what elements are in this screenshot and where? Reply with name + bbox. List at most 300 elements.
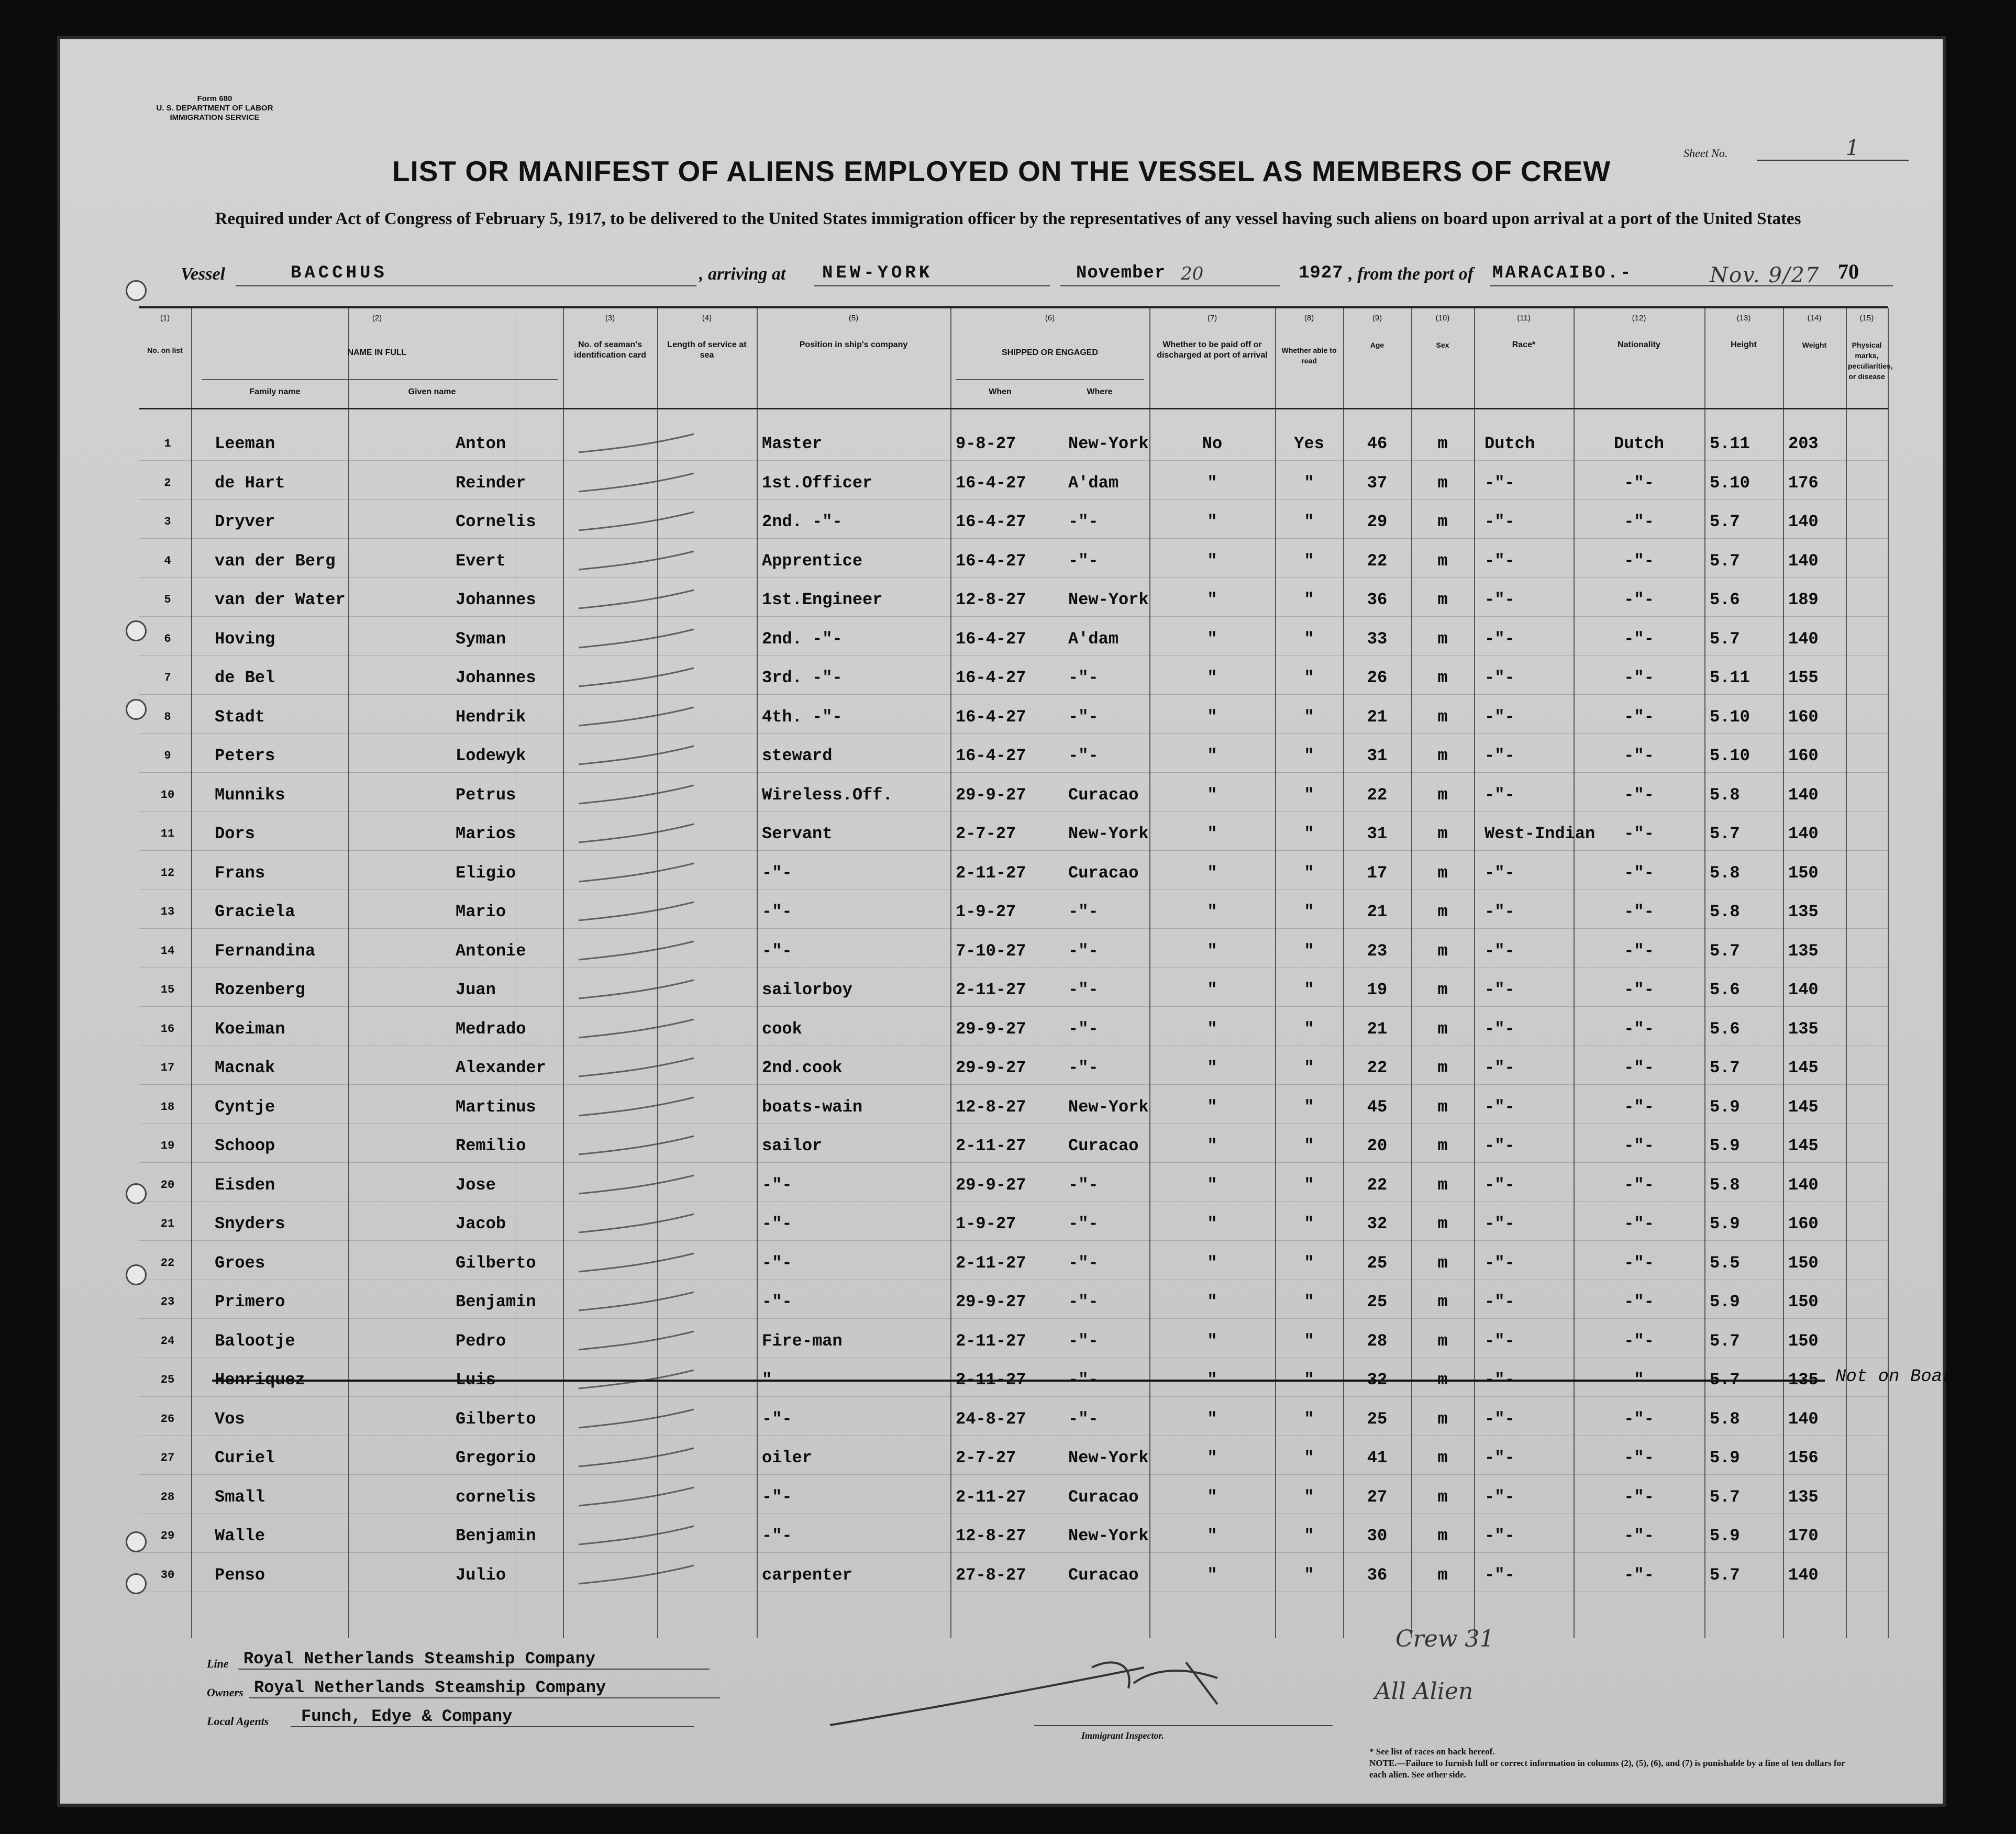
weight: 135: [1788, 902, 1819, 921]
row-number: 14: [160, 944, 175, 958]
shipped-when: 29-9-27: [956, 1175, 1026, 1195]
id-card-check-mark: [573, 624, 751, 655]
able-to-read: ": [1304, 1526, 1314, 1546]
position: oiler: [762, 1448, 813, 1468]
race: -"-: [1485, 590, 1515, 609]
age: 19: [1367, 980, 1388, 999]
given-name: Remilio: [456, 1136, 526, 1155]
able-to-read: ": [1304, 629, 1314, 649]
arriving-port: NEW-YORK: [822, 263, 933, 283]
age: 26: [1367, 668, 1388, 687]
row-rule: [139, 655, 1888, 656]
sex: m: [1437, 1136, 1448, 1155]
id-card-check-mark: [573, 780, 751, 812]
row-number: 3: [164, 515, 171, 528]
family-name: Balootje: [215, 1331, 295, 1351]
height: 5.9: [1710, 1214, 1740, 1233]
able-to-read: ": [1304, 551, 1314, 571]
header-whether-to-be-paid-off-or-discharged-at-port-of-arrival: Whether to be paid off or discharged at port of arrival: [1157, 340, 1268, 360]
paid-off: ": [1207, 1487, 1217, 1507]
id-card-check-mark: [573, 1443, 751, 1474]
id-card-check-mark: [573, 468, 751, 499]
shipped-where: New-York: [1068, 1097, 1149, 1117]
height: 5.7: [1710, 629, 1740, 649]
shipped-when: 1-9-27: [956, 902, 1016, 921]
age: 20: [1367, 1136, 1388, 1155]
able-to-read: ": [1304, 863, 1314, 883]
column-divider: [1149, 308, 1150, 1638]
height: 5.7: [1710, 1331, 1740, 1351]
given-name: Antonie: [456, 941, 526, 961]
inspector-signature: [819, 1647, 1249, 1741]
id-card-check-mark: [573, 1092, 751, 1124]
column-number-c6: (6): [1045, 314, 1055, 323]
age: 45: [1367, 1097, 1388, 1117]
able-to-read: ": [1304, 512, 1314, 531]
race: -"-: [1485, 1058, 1515, 1077]
race: -"-: [1485, 1253, 1515, 1273]
shipped-where: -"-: [1068, 1058, 1099, 1077]
age: 46: [1367, 434, 1388, 453]
family-name: van der Water: [215, 590, 346, 609]
column-divider: [1411, 308, 1412, 1638]
shipped-where: Curacao: [1068, 863, 1139, 883]
able-to-read: ": [1304, 1019, 1314, 1039]
column-number-c5: (5): [848, 314, 859, 323]
sex: m: [1437, 1526, 1448, 1546]
shipped-header-underline: [956, 379, 1144, 380]
paid-off: ": [1207, 473, 1217, 493]
able-to-read: ": [1304, 1292, 1314, 1311]
shipped-where: A'dam: [1068, 473, 1119, 493]
height: 5.7: [1710, 1058, 1740, 1077]
row-number: 6: [164, 632, 171, 646]
column-divider: [1704, 308, 1705, 1638]
weight: 145: [1788, 1058, 1819, 1077]
form-department: U. S. DEPARTMENT OF LABOR: [156, 104, 273, 113]
paid-off: ": [1207, 1214, 1217, 1233]
manifest-sheet: [60, 39, 1964, 1804]
sex: m: [1437, 473, 1448, 493]
age: 21: [1367, 902, 1388, 921]
shipped-where: New-York: [1068, 590, 1149, 609]
position: -"-: [762, 902, 792, 921]
header-age: Age: [1370, 341, 1384, 349]
position: 3rd. -"-: [762, 668, 843, 687]
weight: 170: [1788, 1526, 1819, 1546]
arrival-day: 20: [1181, 263, 1204, 284]
position: -"-: [762, 1253, 792, 1273]
nationality: -"-: [1624, 1214, 1654, 1233]
height: 5.9: [1710, 1448, 1740, 1468]
row-number: 18: [160, 1100, 175, 1114]
shipped-when: 29-9-27: [956, 1058, 1026, 1077]
agents-label: Local Agents: [207, 1715, 269, 1728]
id-card-check-mark: [573, 663, 751, 694]
row-rule: [139, 460, 1888, 461]
paid-off: ": [1207, 1370, 1217, 1390]
position: Fire-man: [762, 1331, 843, 1351]
nationality: -"-: [1624, 1565, 1654, 1585]
row-rule: [139, 1084, 1888, 1085]
able-to-read: ": [1304, 1331, 1314, 1351]
position: -"-: [762, 1526, 792, 1546]
age: 22: [1367, 1058, 1388, 1077]
row-rule: [139, 733, 1888, 734]
row-number: 10: [160, 788, 175, 802]
sex: m: [1437, 824, 1448, 843]
paid-off: ": [1207, 1409, 1217, 1429]
nationality: -"-: [1624, 1292, 1654, 1311]
column-divider: [757, 308, 758, 1638]
row-number: 27: [160, 1451, 175, 1464]
paid-off: ": [1207, 668, 1217, 687]
position: -"-: [762, 1214, 792, 1233]
shipped-where: -"-: [1068, 1019, 1099, 1039]
shipped-when: 16-4-27: [956, 746, 1026, 765]
id-card-check-mark: [573, 897, 751, 928]
position: 4th. -"-: [762, 707, 843, 727]
shipped-where: New-York: [1068, 434, 1149, 453]
paid-off: ": [1207, 1253, 1217, 1273]
able-to-read: ": [1304, 1058, 1314, 1077]
header-whether-able-to-read: Whether able to read: [1281, 346, 1337, 365]
paid-off: ": [1207, 590, 1217, 609]
nationality: -"-: [1624, 668, 1654, 687]
shipped-where: -"-: [1068, 707, 1099, 727]
weight: 140: [1788, 551, 1819, 571]
race: -"-: [1485, 1448, 1515, 1468]
height: 5.10: [1710, 473, 1750, 493]
given-name: Hendrik: [456, 707, 526, 727]
paid-off: ": [1207, 1175, 1217, 1195]
sex: m: [1437, 512, 1448, 531]
agents-value: Funch, Edye & Company: [301, 1707, 513, 1726]
row-number: 5: [164, 593, 171, 606]
given-name: cornelis: [456, 1487, 536, 1507]
position: boats-wain: [762, 1097, 863, 1117]
family-name: Primero: [215, 1292, 285, 1311]
shipped-where: -"-: [1068, 941, 1099, 961]
family-name: Koeiman: [215, 1019, 285, 1039]
header-height: Height: [1731, 340, 1757, 349]
shipped-where-header: Where: [1087, 387, 1113, 396]
given-name: Luis: [456, 1370, 496, 1390]
able-to-read: ": [1304, 941, 1314, 961]
family-name: Groes: [215, 1253, 265, 1273]
age: 23: [1367, 941, 1388, 961]
shipped-when: 2-11-27: [956, 1487, 1026, 1507]
row-rule: [139, 772, 1888, 773]
inspector-label: Immigrant Inspector.: [1081, 1730, 1165, 1741]
height: 5.7: [1710, 512, 1740, 531]
weight: 145: [1788, 1097, 1819, 1117]
nationality: -"-: [1624, 902, 1654, 921]
date-underline: [1060, 285, 1280, 286]
age: 22: [1367, 785, 1388, 805]
race: -"-: [1485, 1214, 1515, 1233]
sex: m: [1437, 1214, 1448, 1233]
shipped-where: New-York: [1068, 824, 1149, 843]
column-divider: [1888, 308, 1889, 1638]
shipped-where: New-York: [1068, 1448, 1149, 1468]
id-card-check-mark: [573, 1404, 751, 1436]
race: -"-: [1485, 1019, 1515, 1039]
race-note: * See list of races on back hereof.: [1369, 1747, 1495, 1757]
height: 5.11: [1710, 668, 1750, 687]
height: 5.7: [1710, 824, 1740, 843]
nationality: -"-: [1624, 473, 1654, 493]
strikethrough-line: [212, 1380, 1825, 1382]
page-title: LIST OR MANIFEST OF ALIENS EMPLOYED ON THE VESSEL AS MEMBERS OF CREW: [392, 155, 1611, 187]
nationality: -"-: [1624, 1487, 1654, 1507]
given-name: Gregorio: [456, 1448, 536, 1468]
nationality: -"-: [1624, 551, 1654, 571]
position: Servant: [762, 824, 833, 843]
age: 33: [1367, 629, 1388, 649]
shipped-where: Curacao: [1068, 785, 1139, 805]
position: -"-: [762, 1487, 792, 1507]
shipped-where: -"-: [1068, 668, 1099, 687]
race: -"-: [1485, 863, 1515, 883]
shipped-where: -"-: [1068, 1292, 1099, 1311]
punch-hole: [126, 1264, 147, 1285]
race: -"-: [1485, 1565, 1515, 1585]
row-number: 2: [164, 476, 171, 490]
id-card-check-mark: [573, 1170, 751, 1202]
header-length-of-service-at-sea: Length of service at sea: [667, 340, 747, 360]
race: -"-: [1485, 629, 1515, 649]
family-name: Graciela: [215, 902, 295, 921]
row-rule: [139, 1396, 1888, 1397]
arrival-year: 1927: [1299, 263, 1344, 283]
nationality: ": [1634, 1370, 1644, 1390]
family-name: Rozenberg: [215, 980, 305, 999]
nationality: -"-: [1624, 1136, 1654, 1155]
remark-not-on-board: Not on Board: [1835, 1367, 1964, 1387]
race: West-Indian: [1485, 824, 1596, 843]
header-physical-marks-peculiarities-or-disease: Physical marks, peculiarities, or disease: [1848, 341, 1893, 381]
handwritten-all-alien: All Alien: [1375, 1678, 1474, 1705]
nationality: -"-: [1624, 785, 1654, 805]
nationality: -"-: [1624, 1331, 1654, 1351]
column-number-c10: (10): [1435, 314, 1450, 323]
nationality: -"-: [1624, 746, 1654, 765]
given-name: Evert: [456, 551, 506, 571]
able-to-read: ": [1304, 1136, 1314, 1155]
line-value: Royal Netherlands Steamship Company: [243, 1649, 596, 1669]
weight: 140: [1788, 1565, 1819, 1585]
row-number: 15: [160, 983, 175, 996]
weight: 150: [1788, 863, 1819, 883]
race: Dutch: [1485, 434, 1535, 453]
given-name: Lodewyk: [456, 746, 526, 765]
able-to-read: ": [1304, 785, 1314, 805]
able-to-read: ": [1304, 1487, 1314, 1507]
arrival-month: November: [1076, 263, 1166, 283]
shipped-where: A'dam: [1068, 629, 1119, 649]
nationality: -"-: [1624, 1253, 1654, 1273]
vessel-line: [139, 264, 1893, 296]
shipped-engaged-header: SHIPPED OR ENGAGED: [1001, 348, 1099, 357]
sex: m: [1437, 1370, 1448, 1390]
owners-value: Royal Netherlands Steamship Company: [254, 1678, 606, 1697]
row-rule: [139, 538, 1888, 539]
punch-hole: [126, 620, 147, 641]
race: -"-: [1485, 1175, 1515, 1195]
height: 5.10: [1710, 707, 1750, 727]
owners-label: Owners: [207, 1686, 243, 1699]
nationality: -"-: [1624, 1448, 1654, 1468]
given-name: Pedro: [456, 1331, 506, 1351]
given-name: Gilberto: [456, 1253, 536, 1273]
position: sailorboy: [762, 980, 852, 999]
race: -"-: [1485, 746, 1515, 765]
weight: 135: [1788, 1370, 1819, 1390]
sex: m: [1437, 746, 1448, 765]
given-name: Julio: [456, 1565, 506, 1585]
paid-off: ": [1207, 1565, 1217, 1585]
able-to-read: ": [1304, 980, 1314, 999]
column-divider: [1474, 308, 1475, 1638]
sex: m: [1437, 590, 1448, 609]
punch-hole: [126, 1573, 147, 1594]
id-card-check-mark: [573, 1560, 751, 1592]
able-to-read: ": [1304, 1370, 1314, 1390]
nationality: -"-: [1624, 629, 1654, 649]
row-rule: [139, 1162, 1888, 1163]
shipped-where: -"-: [1068, 746, 1099, 765]
id-card-check-mark: [573, 585, 751, 616]
height: 5.7: [1710, 1487, 1740, 1507]
height: 5.6: [1710, 980, 1740, 999]
position: 2nd.cook: [762, 1058, 843, 1077]
nationality: -"-: [1624, 707, 1654, 727]
punch-hole: [126, 280, 147, 301]
height: 5.5: [1710, 1253, 1740, 1273]
able-to-read: ": [1304, 707, 1314, 727]
shipped-when: 16-4-27: [956, 707, 1026, 727]
given-name-header: Given name: [408, 387, 456, 396]
nationality: -"-: [1624, 941, 1654, 961]
id-card-check-mark: [573, 507, 751, 538]
id-card-check-mark: [573, 1326, 751, 1358]
shipped-when: 29-9-27: [956, 1019, 1026, 1039]
name-header-underline: [202, 379, 558, 380]
position: carpenter: [762, 1565, 852, 1585]
punch-hole: [126, 699, 147, 720]
sex: m: [1437, 1409, 1448, 1429]
row-number: 1: [164, 437, 171, 450]
paid-off: ": [1207, 824, 1217, 843]
column-divider: [1783, 308, 1784, 1638]
shipped-where: -"-: [1068, 1253, 1099, 1273]
given-name: Cornelis: [456, 512, 536, 531]
weight: 150: [1788, 1292, 1819, 1311]
paid-off: ": [1207, 1019, 1217, 1039]
nationality: -"-: [1624, 824, 1654, 843]
position: -"-: [762, 863, 792, 883]
shipped-where: -"-: [1068, 1409, 1099, 1429]
given-name: Medrado: [456, 1019, 526, 1039]
id-card-check-mark: [573, 1014, 751, 1046]
able-to-read: ": [1304, 902, 1314, 921]
family-name-header: Family name: [249, 387, 301, 396]
line-label: Line: [207, 1657, 229, 1670]
age: 36: [1367, 590, 1388, 609]
able-to-read: ": [1304, 1097, 1314, 1117]
nationality: -"-: [1624, 512, 1654, 531]
row-number: 30: [160, 1568, 175, 1582]
given-name: Mario: [456, 902, 506, 921]
height: 5.8: [1710, 863, 1740, 883]
age: 25: [1367, 1292, 1388, 1311]
shipped-when: 29-9-27: [956, 785, 1026, 805]
column-number-c8: (8): [1304, 314, 1314, 323]
row-rule: [139, 694, 1888, 695]
given-name: Marios: [456, 824, 516, 843]
row-number: 4: [164, 554, 171, 568]
able-to-read: ": [1304, 1214, 1314, 1233]
sex: m: [1437, 707, 1448, 727]
shipped-when: 12-8-27: [956, 1526, 1026, 1546]
height: 5.11: [1710, 434, 1750, 453]
race: -"-: [1485, 512, 1515, 531]
position: -"-: [762, 1292, 792, 1311]
shipped-where: -"-: [1068, 1370, 1099, 1390]
shipped-when: 16-4-27: [956, 473, 1026, 493]
row-number: 9: [164, 749, 171, 762]
weight: 140: [1788, 824, 1819, 843]
row-number: 28: [160, 1490, 175, 1504]
family-name: Walle: [215, 1526, 265, 1546]
given-name: Johannes: [456, 590, 536, 609]
row-number: 13: [160, 905, 175, 918]
able-to-read: ": [1304, 1565, 1314, 1585]
vessel-label: Vessel: [181, 264, 225, 284]
position: sailor: [762, 1136, 823, 1155]
form-service: IMMIGRATION SERVICE: [170, 113, 260, 122]
position: ": [762, 1370, 772, 1390]
id-card-check-mark: [573, 975, 751, 1006]
weight: 150: [1788, 1253, 1819, 1273]
row-rule: [139, 1474, 1888, 1475]
weight: 155: [1788, 668, 1819, 687]
weight: 150: [1788, 1331, 1819, 1351]
header-weight: Weight: [1802, 341, 1827, 349]
header-no-on-list: No. on list: [147, 346, 183, 354]
row-rule: [139, 1318, 1888, 1319]
column-divider: [1846, 308, 1847, 1638]
crew-table: [139, 306, 1964, 1638]
race: -"-: [1485, 1292, 1515, 1311]
able-to-read: Yes: [1294, 434, 1324, 453]
column-number-c4: (4): [702, 314, 712, 323]
given-name: Jose: [456, 1175, 496, 1195]
id-card-check-mark: [573, 429, 751, 460]
id-card-check-mark: [573, 936, 751, 968]
weight: 135: [1788, 941, 1819, 961]
shipped-when: 2-7-27: [956, 824, 1016, 843]
position: Wireless.Off.: [762, 785, 893, 805]
family-name: de Hart: [215, 473, 285, 493]
weight: 203: [1788, 434, 1819, 453]
paid-off: ": [1207, 629, 1217, 649]
given-name: Johannes: [456, 668, 536, 687]
able-to-read: ": [1304, 473, 1314, 493]
header-nationality: Nationality: [1618, 340, 1660, 349]
shipped-when: 2-11-27: [956, 1370, 1026, 1390]
